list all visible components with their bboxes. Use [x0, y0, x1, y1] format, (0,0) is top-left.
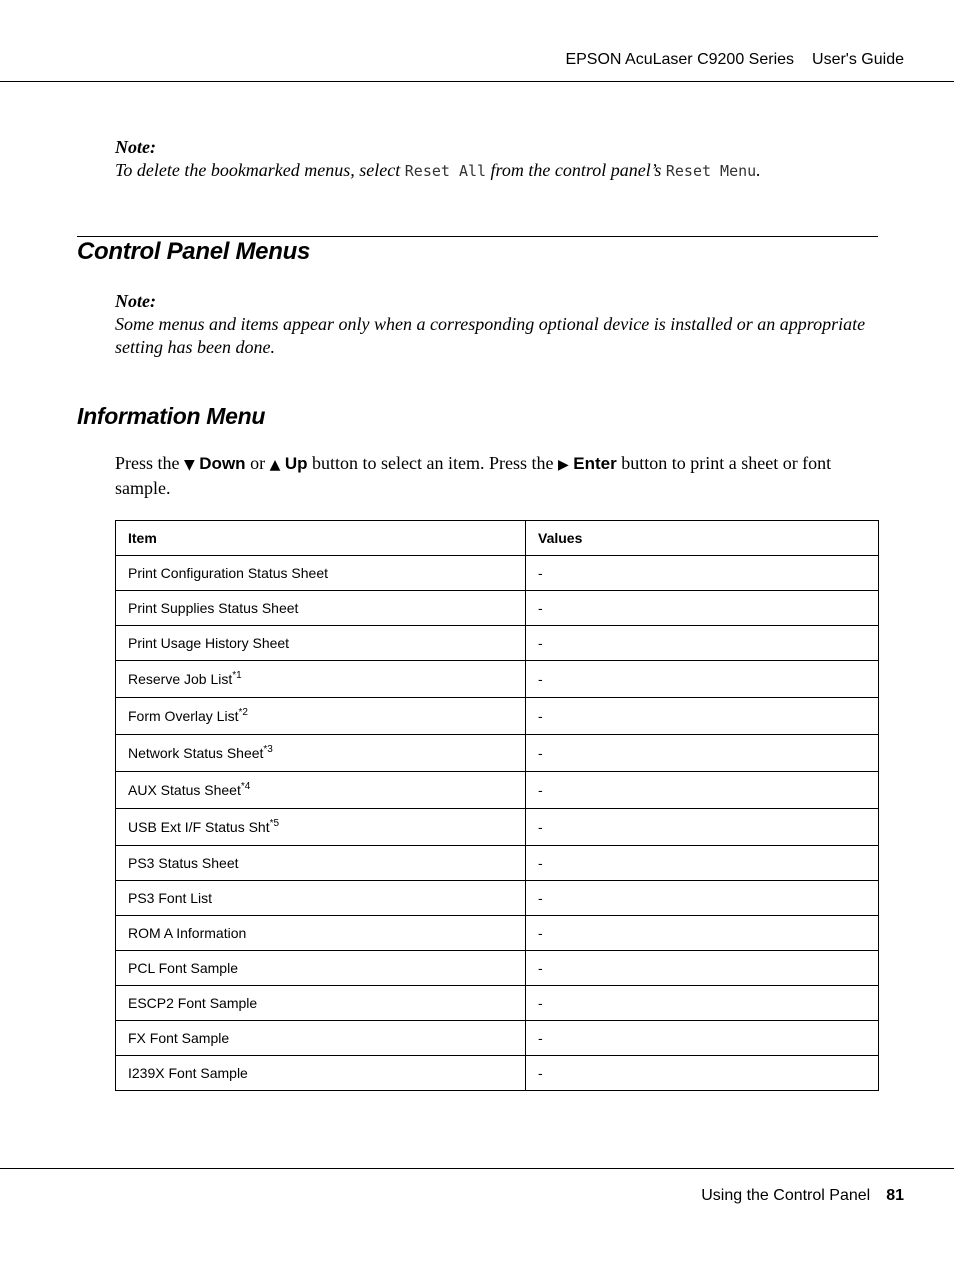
up-triangle-icon: ▲ [269, 457, 281, 473]
value-cell: - [526, 1021, 879, 1056]
item-cell [116, 556, 526, 591]
item-cell [116, 1021, 526, 1056]
item-cell [116, 735, 526, 772]
note-text: Some menus and items appear only when a corresponding optional device is installed or an appropriate setting has been done. [115, 314, 866, 357]
table-row [116, 626, 879, 661]
table-row [116, 1056, 879, 1091]
item-cell [116, 916, 526, 951]
value-cell: - [526, 986, 879, 1021]
note-label: Note: [115, 137, 156, 157]
footnote-marker: *1 [232, 670, 242, 681]
item-name: Print Supplies Status Sheet [128, 600, 299, 616]
right-triangle-icon: ▶ [557, 457, 569, 473]
item-cell [116, 986, 526, 1021]
item-cell [116, 846, 526, 881]
item-cell [116, 881, 526, 916]
reset-menu-code: Reset Menu [665, 162, 757, 180]
item-cell [116, 1056, 526, 1091]
footer-text [701, 1187, 904, 1205]
footer-section: Using the Control Panel [701, 1187, 871, 1204]
footnote-marker: *5 [269, 818, 280, 829]
item-name: FX Font Sample [128, 1030, 230, 1046]
table-row [116, 951, 879, 986]
value-cell: - [526, 556, 879, 591]
value-cell: - [526, 916, 879, 951]
table-row [116, 881, 879, 916]
header-guide: User's Guide [812, 51, 904, 68]
item-name: PS3 Font List [128, 890, 213, 906]
page-header [0, 0, 954, 82]
page-number: 81 [886, 1187, 904, 1204]
value-cell: - [526, 591, 879, 626]
item-name: AUX Status Sheet [128, 782, 241, 798]
item-cell [116, 809, 526, 846]
item-name: Print Usage History Sheet [128, 635, 290, 651]
information-menu-table [115, 520, 879, 1091]
item-cell [116, 951, 526, 986]
table-row [116, 735, 879, 772]
footnote-marker: *2 [238, 707, 248, 718]
value-cell: - [526, 809, 879, 846]
value-cell: - [526, 1056, 879, 1091]
note-bookmark [115, 136, 880, 183]
page-footer [0, 1168, 954, 1169]
table-row [116, 916, 879, 951]
header-text [565, 51, 904, 69]
header-product: EPSON AcuLaser C9200 Series [565, 51, 795, 68]
table-header-row [116, 521, 879, 556]
table-row [116, 809, 879, 846]
item-name: PCL Font Sample [128, 960, 238, 976]
up-button-label: Up [284, 454, 308, 473]
item-name: ROM A Information [128, 925, 247, 941]
note-text: To delete the bookmarked menus, select Reset All from the control panel’s Reset Menu. [115, 160, 761, 180]
item-name: Form Overlay List [128, 708, 239, 724]
table-row [116, 986, 879, 1021]
section-divider [77, 236, 878, 237]
column-header-item: Item [116, 521, 526, 556]
note-label: Note: [115, 291, 156, 311]
table-row [116, 846, 879, 881]
table-row [116, 556, 879, 591]
value-cell: - [526, 626, 879, 661]
item-name: Network Status Sheet [128, 745, 264, 761]
item-cell [116, 626, 526, 661]
note-optional-devices [115, 290, 880, 359]
instructions-paragraph: Press the ▼ Down or ▲ Up button to select an item. Press the ▶ Enter button to print a sheet or font sample. [115, 453, 832, 498]
value-cell: - [526, 698, 879, 735]
down-triangle-icon: ▼ [184, 457, 195, 473]
reset-all-code: Reset All [404, 162, 487, 180]
footnote-marker: *4 [240, 781, 251, 792]
item-name: PS3 Status Sheet [128, 855, 239, 871]
table-row [116, 661, 879, 698]
section-title: Control Panel Menus [77, 238, 310, 265]
item-name: Reserve Job List [128, 671, 233, 687]
item-name: ESCP2 Font Sample [128, 995, 258, 1011]
value-cell: - [526, 846, 879, 881]
item-cell [116, 772, 526, 809]
down-button-label: Down [199, 454, 246, 473]
table-row [116, 591, 879, 626]
value-cell: - [526, 661, 879, 698]
item-name: Print Configuration Status Sheet [128, 565, 329, 581]
item-cell [116, 591, 526, 626]
item-name: USB Ext I/F Status Sht [128, 819, 270, 835]
value-cell: - [526, 735, 879, 772]
value-cell: - [526, 951, 879, 986]
item-name: I239X Font Sample [128, 1065, 248, 1081]
footnote-marker: *3 [263, 744, 273, 755]
table-row [116, 772, 879, 809]
enter-button-label: Enter [573, 454, 617, 473]
table-row [116, 1021, 879, 1056]
table-row [116, 698, 879, 735]
column-header-values: Values [526, 521, 879, 556]
item-cell [116, 698, 526, 735]
value-cell: - [526, 772, 879, 809]
subsection-title: Information Menu [77, 403, 266, 429]
item-cell [116, 661, 526, 698]
value-cell: - [526, 881, 879, 916]
